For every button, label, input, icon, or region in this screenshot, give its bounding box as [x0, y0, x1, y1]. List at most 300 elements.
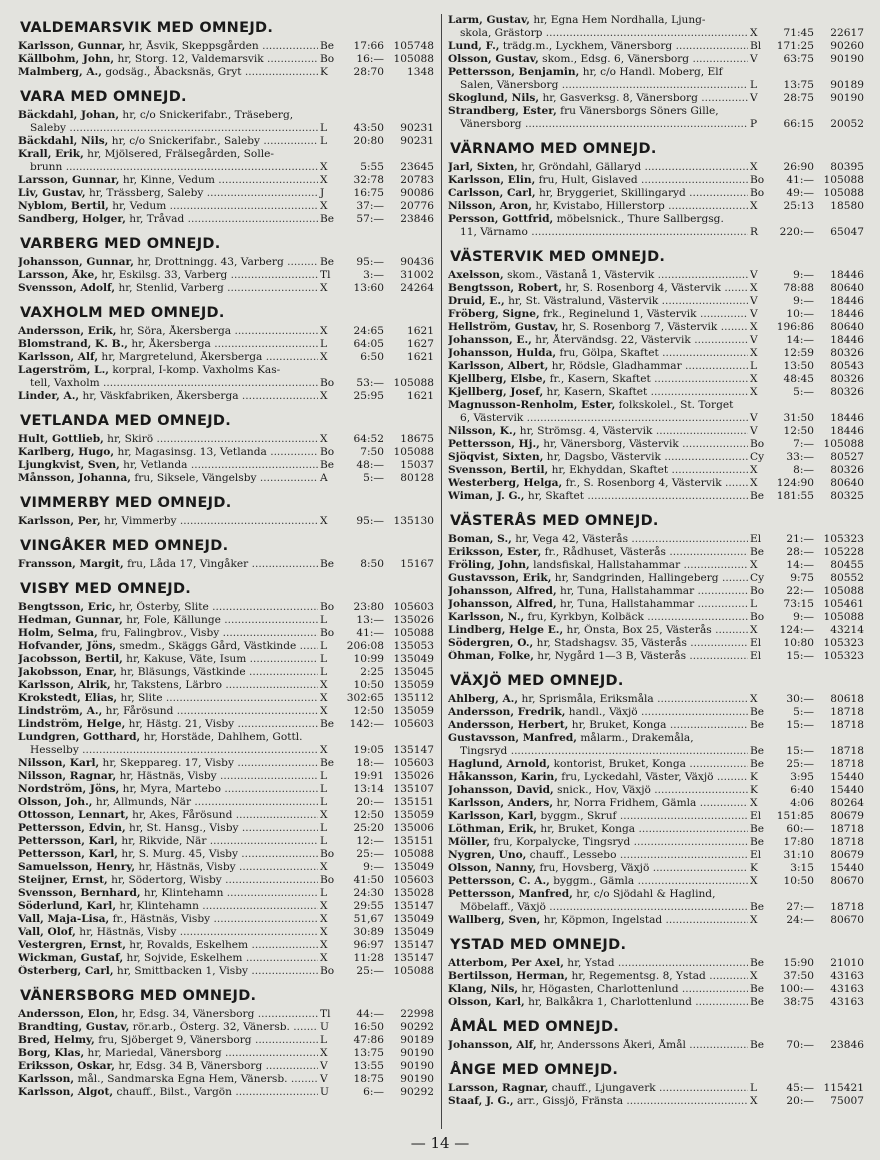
entry-name: Bred, Helmy,: [18, 1034, 95, 1046]
section-heading: VIMMERBY MED OMNEJD.: [20, 495, 232, 511]
entry-phone: 16:—: [356, 53, 384, 65]
entry-name: Wallberg, Sven,: [448, 914, 541, 926]
entry-address: trädg.m., Lyckhem, Vänersborg .....: [503, 40, 748, 52]
entry-phone: 43:50: [353, 122, 384, 134]
entry-phone: 20:—: [786, 1095, 814, 1107]
entry-phone: 13:60: [353, 282, 384, 294]
entry-code: El: [750, 849, 762, 861]
entry-phone: 51,67: [353, 913, 384, 925]
entry-number: 90231: [400, 122, 434, 134]
entry-phone: 24:—: [786, 914, 814, 926]
entry-name: Krall, Erik,: [18, 148, 84, 160]
town-section: [18, 538, 434, 571]
entry-code: Be: [750, 490, 765, 502]
entry-name: Eriksson, Oskar,: [18, 1060, 115, 1072]
entry-address: hr, Återvändsg. 22, Västervik .....: [535, 334, 748, 346]
entry-phone: 19:91: [353, 770, 384, 782]
entry-phone: 26:90: [783, 161, 814, 173]
entry-number: 135147: [393, 744, 434, 756]
entry-name: Bäckdahl, Johan,: [18, 109, 120, 121]
entry-address: hr, Vedum .....: [112, 200, 318, 212]
entry-number: 18718: [830, 745, 864, 757]
directory-entry: [18, 213, 434, 226]
entry-number: 90190: [400, 1047, 434, 1059]
entry-name: Boman, S.,: [448, 533, 512, 545]
entry-code: Tl: [320, 269, 331, 281]
directory-entry: [448, 360, 864, 373]
entry-code: Be: [320, 757, 335, 769]
entry-number: 135049: [393, 861, 434, 873]
entry-name: Larsson, Gunnar,: [18, 174, 120, 186]
entry-number: 18718: [830, 758, 864, 770]
entry-name: Wiman, J. G.,: [448, 490, 525, 502]
directory-entry: [448, 161, 864, 174]
entry-name: Karlsson, Per,: [18, 515, 101, 527]
entry-address: målarm., Drakemåla,: [580, 732, 694, 744]
entry-code: Bo: [320, 848, 335, 860]
entry-number: 135147: [393, 900, 434, 912]
entry-address: hr, St. Västralund, Västervik .....: [508, 295, 748, 307]
entry-number: 18718: [830, 719, 864, 731]
entry-name: Johansson, E.,: [448, 334, 532, 346]
entry-name: Strandberg, Ester,: [448, 105, 557, 117]
section-heading: VÄRNAMO MED OMNEJD.: [450, 141, 657, 157]
directory-entry: [448, 477, 864, 490]
entry-phone: 9:—: [793, 295, 814, 307]
town-section: [448, 14, 864, 131]
entry-number: 22998: [400, 1008, 434, 1020]
entry-phone: 13:—: [356, 614, 384, 626]
entry-address: hr, Åkersberga .....: [131, 338, 318, 350]
entry-name: Lund, F.,: [448, 40, 500, 52]
directory-entry: [18, 601, 434, 614]
entry-code: X: [320, 926, 328, 938]
entry-address: hr, Kakuse, Väte, Isum .....: [126, 653, 318, 665]
entry-name: Karlsson, Alrik,: [18, 679, 111, 691]
entry-name: Österberg, Carl,: [18, 965, 114, 977]
entry-number: 20783: [400, 174, 434, 186]
entry-name: Ljungkvist, Sven,: [18, 459, 120, 471]
entry-number: 18446: [830, 412, 864, 424]
entry-number: 18446: [830, 425, 864, 437]
entry-phone: 13:75: [353, 1047, 384, 1059]
entry-phone: 18:—: [356, 757, 384, 769]
entry-phone: 9:—: [793, 269, 814, 281]
entry-code: X: [750, 200, 758, 212]
entry-name: Karlsson, Karl,: [448, 810, 538, 822]
entry-phone: 9:—: [363, 861, 384, 873]
entry-number: 80326: [830, 373, 864, 385]
entry-phone: 15:—: [786, 745, 814, 757]
entry-phone: 100:—: [779, 983, 814, 995]
directory-entry: [18, 351, 434, 364]
entry-code: X: [320, 200, 328, 212]
entry-code: Be: [320, 718, 335, 730]
entry-phone: 73:15: [783, 598, 814, 610]
entry-address: hr, Dagsbo, Västervik .....: [547, 451, 748, 463]
entry-code: V: [320, 1060, 328, 1072]
entry-code: Be: [320, 256, 335, 268]
entry-address: hr, Väskfabriken, Åkersberga .....: [82, 390, 318, 402]
entry-address: hr, Vega 42, Västerås .....: [515, 533, 748, 545]
entry-number: 80326: [830, 386, 864, 398]
town-section: [448, 1019, 864, 1052]
entry-number: 90190: [830, 92, 864, 104]
entry-name: Vall, Maja-Lisa,: [18, 913, 110, 925]
entry-code: L: [320, 614, 328, 626]
entry-code: J: [320, 187, 325, 199]
directory-entry: [448, 308, 864, 321]
left-column: [18, 14, 434, 1099]
entry-phone: 64:52: [353, 433, 384, 445]
entry-name: Hedman, Gunnar,: [18, 614, 123, 626]
entry-code: L: [320, 783, 328, 795]
entry-address: hr, Skirö .....: [107, 433, 318, 445]
entry-phone: 5:—: [793, 706, 814, 718]
entry-phone: 13:50: [783, 360, 814, 372]
entry-address: hr, Vänersborg, Västervik .....: [543, 438, 748, 450]
page-number: — 14 —: [410, 1134, 470, 1152]
entry-address-cont: Tingsryd .....: [460, 745, 748, 757]
entry-number: 135151: [393, 835, 434, 847]
entry-address: hr, Klintehamn .....: [144, 887, 318, 899]
entry-address: fru, Hovsberg, Växjö .....: [539, 862, 748, 874]
entry-code: Cy: [750, 451, 765, 463]
directory-entry: [448, 624, 864, 637]
entry-code: V: [750, 53, 758, 65]
entry-address: hr, Myra, Martebo .....: [123, 783, 318, 795]
entry-code: Be: [320, 213, 335, 225]
town-section: [18, 988, 434, 1099]
town-section: [448, 1062, 864, 1108]
entry-name: Sjöqvist, Sixten,: [448, 451, 544, 463]
directory-entry: [18, 783, 434, 796]
directory-entry: [448, 451, 864, 464]
directory-entry: [18, 874, 434, 887]
entry-phone: 10:50: [353, 679, 384, 691]
entry-number: 105323: [823, 650, 864, 662]
entry-phone: 47:86: [353, 1034, 384, 1046]
entry-number: 105603: [393, 757, 434, 769]
directory-entry: [18, 653, 434, 666]
directory-entry: [18, 40, 434, 53]
directory-entry: [448, 888, 864, 914]
entry-name: Larm, Gustav,: [448, 14, 530, 26]
directory-entry: [448, 758, 864, 771]
entry-phone: 7:50: [360, 446, 384, 458]
entry-name: Samuelsson, Henry,: [18, 861, 136, 873]
entry-name: Olsson, Gustav,: [448, 53, 539, 65]
entry-code: X: [750, 624, 758, 636]
entry-address: hr, c/o Snickerifabr., Träseberg,: [122, 109, 294, 121]
entry-phone: 3:95: [790, 771, 814, 783]
entry-code: X: [320, 705, 328, 717]
entry-number: 43163: [830, 996, 864, 1008]
entry-name: Klang, Nils,: [448, 983, 518, 995]
town-section: [18, 305, 434, 403]
directory-entry: [18, 53, 434, 66]
entry-phone: 3:—: [363, 269, 384, 281]
entry-address: chauff., Bilst., Vargön .....: [116, 1086, 318, 1098]
entry-code: Be: [750, 823, 765, 835]
entry-code: A: [320, 472, 328, 484]
entry-code: L: [750, 1082, 758, 1094]
entry-address: fr., Rådhuset, Västerås .....: [545, 546, 748, 558]
entry-code: X: [320, 744, 328, 756]
section-heading: ÅMÅL MED OMNEJD.: [450, 1019, 620, 1035]
entry-address: fru, Kyrkbyn, Kolbäck .....: [528, 611, 748, 623]
entry-code: L: [320, 835, 328, 847]
entry-name: Löthman, Erik,: [448, 823, 537, 835]
directory-entry: [18, 1047, 434, 1060]
entry-name: Skoglund, Nils,: [448, 92, 540, 104]
entry-address: hr, Mjölsered, Frälsegården, Solle-: [87, 148, 274, 160]
entry-code: Be: [750, 957, 765, 969]
town-section: [448, 249, 864, 503]
directory-entry: [18, 926, 434, 939]
entry-name: Bäckdahl, Nils,: [18, 135, 109, 147]
entry-address: rör.arb., Österg. 32, Vänersb. .....: [133, 1021, 318, 1033]
entry-code: Be: [750, 758, 765, 770]
entry-number: 18580: [830, 200, 864, 212]
entry-phone: 171:25: [776, 40, 814, 52]
entry-address-cont: 11, Värnamo .....: [460, 226, 748, 238]
entry-address: fru, Falingbrov., Visby .....: [101, 627, 318, 639]
directory-entry: [18, 822, 434, 835]
directory-entry: [448, 810, 864, 823]
entry-code: X: [750, 875, 758, 887]
directory-entry: [448, 862, 864, 875]
directory-entry: [18, 338, 434, 351]
entry-number: 15037: [400, 459, 434, 471]
entry-address: fru, Låda 17, Vingåker .....: [127, 558, 318, 570]
entry-name: Hult, Gottlieb,: [18, 433, 104, 445]
entry-address: hr, Stadshagsv. 35, Västerås .....: [537, 637, 748, 649]
entry-address: skom., Västanå 1, Västervik .....: [507, 269, 748, 281]
entry-address: hr, Stenlid, Varberg .....: [118, 282, 318, 294]
directory-entry: [448, 269, 864, 282]
entry-code: L: [320, 1034, 328, 1046]
entry-address: hr, Österby, Slite .....: [119, 601, 318, 613]
entry-number: 20776: [400, 200, 434, 212]
entry-name: Persson, Gottfrid,: [448, 213, 554, 225]
entry-number: 135049: [393, 913, 434, 925]
entry-code: Bo: [750, 174, 765, 186]
directory-entry: [18, 109, 434, 135]
entry-phone: 8:50: [360, 558, 384, 570]
entry-name: Källbohm, John,: [18, 53, 115, 65]
entry-address: hr, Slite .....: [121, 692, 319, 704]
entry-number: 105603: [393, 601, 434, 613]
entry-phone: 20:—: [356, 796, 384, 808]
town-section: [18, 89, 434, 226]
entry-number: 65047: [830, 226, 864, 238]
entry-number: 80326: [830, 347, 864, 359]
entry-name: Fröberg, Signe,: [448, 308, 540, 320]
town-section: [448, 141, 864, 239]
entry-phone: 17:80: [783, 836, 814, 848]
entry-number: 80527: [830, 451, 864, 463]
entry-code: Bo: [320, 874, 335, 886]
entry-address: hr, Mariedal, Vänersborg .....: [88, 1047, 318, 1059]
directory-entry: [18, 809, 434, 822]
entry-phone: 10:99: [353, 653, 384, 665]
entry-number: 90231: [400, 135, 434, 147]
entry-number: 15440: [830, 771, 864, 783]
entry-address: hr, Vimmerby .....: [104, 515, 318, 527]
entry-phone: 6:—: [363, 1086, 384, 1098]
entry-address: hr, Edsg. 34 B, Vänersborg .....: [118, 1060, 318, 1072]
entry-number: 1621: [407, 351, 434, 363]
town-section: [448, 937, 864, 1009]
entry-name: Nygren, Uno,: [448, 849, 527, 861]
entry-name: Liv, Gustav,: [18, 187, 86, 199]
entry-phone: 16:50: [353, 1021, 384, 1033]
directory-entry: [18, 614, 434, 627]
entry-address: hr, Kvistabo, Hillerstorp .....: [535, 200, 748, 212]
entry-number: 18675: [400, 433, 434, 445]
entry-address: hr, Ystad .....: [567, 957, 748, 969]
entry-phone: 41:50: [353, 874, 384, 886]
entry-name: Fransson, Margit,: [18, 558, 124, 570]
entry-code: Be: [320, 40, 335, 52]
directory-entry: [448, 105, 864, 131]
entry-code: Bo: [320, 53, 335, 65]
entry-number: 90190: [400, 1073, 434, 1085]
entry-address: hr, Strömsg. 4, Västervik .....: [520, 425, 748, 437]
directory-entry: [18, 627, 434, 640]
directory-entry: [18, 364, 434, 390]
entry-name: Atterbom, Per Axel,: [448, 957, 564, 969]
entry-address: hr, Storg. 12, Valdemarsvik .....: [117, 53, 318, 65]
directory-entry: [18, 459, 434, 472]
entry-address: mål., Sandmarska Egna Hem, Vänersb. .....: [77, 1073, 318, 1085]
entry-address-cont: skola, Grästorp .....: [460, 27, 748, 39]
entry-phone: 181:55: [776, 490, 814, 502]
entry-address: hr, Tuna, Hallstahammar .....: [560, 585, 748, 597]
entry-address: hr, Önsta, Box 25, Västerås .....: [567, 624, 748, 636]
entry-name: Nilsson, Aron,: [448, 200, 533, 212]
entry-name: Nilsson, Ragnar,: [18, 770, 117, 782]
entry-code: Be: [750, 546, 765, 558]
directory-entry: [448, 347, 864, 360]
entry-number: 75007: [830, 1095, 864, 1107]
entry-address-cont: Vänersborg .....: [460, 118, 748, 130]
entry-address: hr, Smittbacken 1, Visby .....: [117, 965, 318, 977]
directory-entry: [448, 849, 864, 862]
directory-entry: [448, 914, 864, 927]
entry-phone: 31:50: [783, 412, 814, 424]
entry-phone: 48:45: [783, 373, 814, 385]
entry-number: 135026: [393, 770, 434, 782]
town-section: [18, 581, 434, 978]
directory-entry: [18, 174, 434, 187]
entry-number: 105088: [823, 611, 864, 623]
entry-phone: 25:—: [356, 848, 384, 860]
entry-phone: 124:—: [779, 624, 814, 636]
directory-entry: [448, 14, 864, 40]
entry-code: X: [320, 351, 328, 363]
entry-address: hr, Köpmon, Ingelstad .....: [544, 914, 748, 926]
entry-phone: 12:59: [783, 347, 814, 359]
section-heading: VARBERG MED OMNEJD.: [20, 236, 221, 252]
entry-code: Be: [750, 983, 765, 995]
entry-phone: 17:66: [353, 40, 384, 52]
directory-entry: [18, 148, 434, 174]
entry-code: V: [750, 334, 758, 346]
section-heading: VÄNERSBORG MED OMNEJD.: [20, 988, 257, 1004]
entry-code: V: [750, 295, 758, 307]
entry-number: 18446: [830, 334, 864, 346]
entry-phone: 60:—: [786, 823, 814, 835]
entry-code: L: [320, 796, 328, 808]
entry-name: Bengtsson, Robert,: [448, 282, 562, 294]
entry-name: Johansson, Alfred,: [448, 585, 557, 597]
directory-entry: [448, 611, 864, 624]
entry-address: handl., Växjö .....: [569, 706, 748, 718]
entry-phone: 15:90: [783, 957, 814, 969]
entry-name: Karlberg, Hugo,: [18, 446, 115, 458]
entry-number: 23846: [400, 213, 434, 225]
directory-entry: [448, 533, 864, 546]
entry-name: Malmberg, A.,: [18, 66, 102, 78]
entry-code: X: [320, 161, 328, 173]
entry-code: Tl: [320, 1008, 331, 1020]
entry-number: 80455: [830, 559, 864, 571]
entry-phone: 5:—: [363, 472, 384, 484]
entry-name: Pettersson, C. A.,: [448, 875, 550, 887]
entry-address: hr, S. Rosenborg 7, Västervik .....: [562, 321, 748, 333]
directory-entry: [448, 970, 864, 983]
entry-name: Blomstrand, K. B.,: [18, 338, 128, 350]
directory-entry: [448, 1082, 864, 1095]
entry-address: fru, Lyckedahl, Väster, Växjö .....: [561, 771, 748, 783]
entry-name: Druid, E.,: [448, 295, 505, 307]
entry-phone: 28:70: [353, 66, 384, 78]
entry-phone: 25:13: [783, 200, 814, 212]
entry-address: hr, Bryggeriet, Skillingaryd .....: [539, 187, 748, 199]
directory-entry: [448, 1095, 864, 1108]
entry-number: 80326: [830, 464, 864, 476]
entry-address: fru, Gölpa, Skaftet .....: [560, 347, 749, 359]
entry-name: Linder, A.,: [18, 390, 80, 402]
entry-name: Ottosson, Lennart,: [18, 809, 129, 821]
entry-address: hr, Rikvide, När .....: [121, 835, 318, 847]
entry-name: Olsson, Nanny,: [448, 862, 537, 874]
section-heading: VINGÅKER MED OMNEJD.: [20, 538, 229, 554]
entry-number: 18718: [830, 836, 864, 848]
entry-code: L: [320, 135, 328, 147]
directory-entry: [448, 784, 864, 797]
entry-code: X: [320, 679, 328, 691]
section-heading: ÅNGE MED OMNEJD.: [450, 1062, 619, 1078]
entry-name: Andersson, Erik,: [18, 325, 117, 337]
directory-entry: [448, 490, 864, 503]
entry-code: L: [320, 640, 328, 652]
entry-number: 105603: [393, 718, 434, 730]
entry-number: 105461: [823, 598, 864, 610]
entry-number: 18446: [830, 308, 864, 320]
entry-code: Bo: [750, 611, 765, 623]
entry-number: 18718: [830, 823, 864, 835]
entry-number: 80128: [400, 472, 434, 484]
entry-number: 135053: [393, 640, 434, 652]
entry-number: 135112: [393, 692, 434, 704]
entry-name: Södergren, O.,: [448, 637, 534, 649]
directory-entry: [18, 200, 434, 213]
directory-entry: [18, 718, 434, 731]
directory-entry: [448, 983, 864, 996]
